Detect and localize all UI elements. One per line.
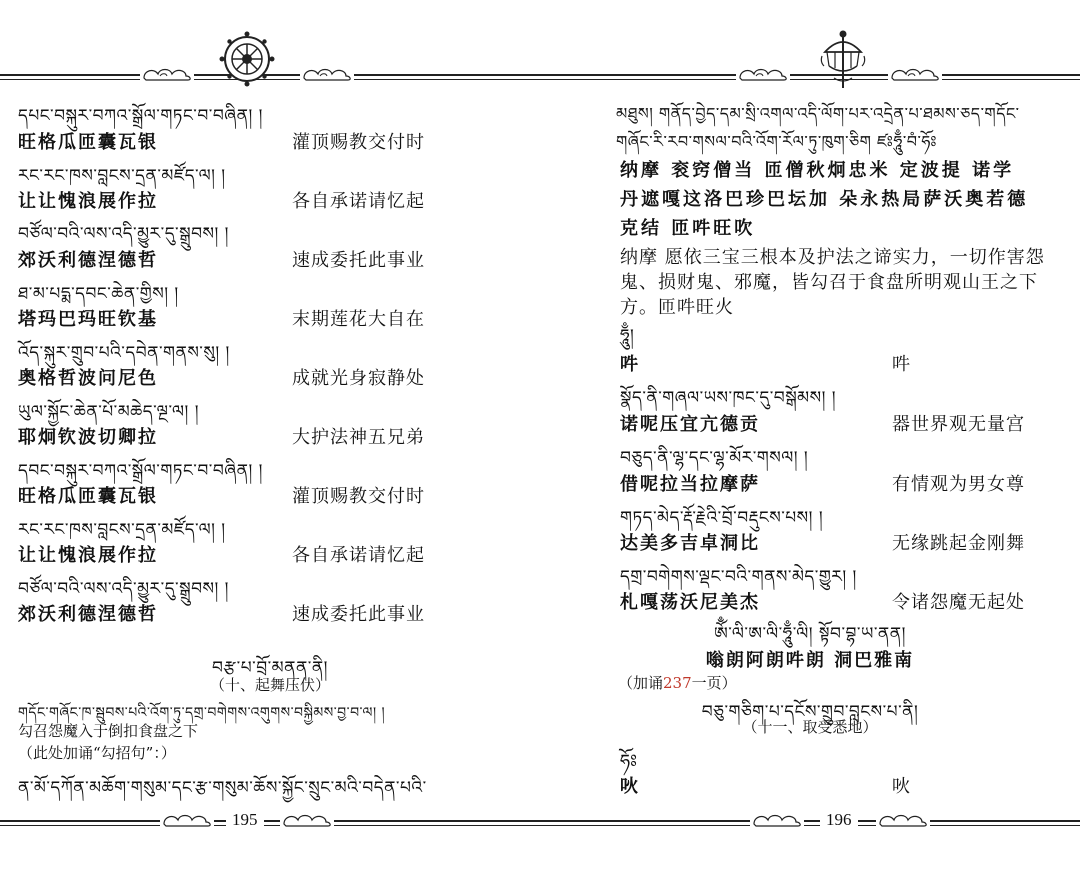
note-page-ref: 237 [663,674,692,692]
cloud-ornament [736,64,790,84]
section-heading-tibetan: བརྩ་པ་བྲོ་མནན་ནི། [212,658,328,678]
right-page [540,0,1080,890]
tibetan-prayer-line: ན་མོ་དཀོན་མཆོག་གསུམ་དང་རྩ་གསུམ་ཆོས་སྐྱོང་སྲུང་མའི་བདེན་པའི་ [18,778,427,798]
phonetic-line: 达美多吉卓洞比 [620,533,760,554]
tibetan-verse-line: ཐ་མ་པདྨ་དབང་ཆེན་གྱིས། ། [18,284,179,304]
tibetan-verse-line: བཙོལ་བའི་ལས་འདི་མྱུར་དུ་སྒྲུབས། ། [18,579,229,599]
instruction-tibetan: གདོང་གཞོང་ཁ་སྦུབས་པའི་འོག་ཏུ་དགྲ་བགེགས་འགུགས་བསྐྱིམས་བྱ་བ་ལ། ། [18,705,386,721]
note-suffix: 一页） [691,674,737,692]
phonetic-line: 吽 [620,354,640,375]
tibetan-verse-line: དཔང་བསྐུར་བཀའ་སྒྲོལ་གཏང་བ་བཞིན། ། [18,106,263,126]
instruction-text: 勾召怨魔入于倒扣食盘之下 [18,722,199,740]
tibetan-verse-line: བཙོལ་བའི་ལས་འདི་མྱུར་དུ་སྒྲུབས། ། [18,224,229,244]
translation-line: 鬼、损财鬼、邪魔，皆勾召于食盘所明观山王之下 [620,272,1038,293]
translation-line: 速成委托此事业 [292,250,425,271]
section-heading-tibetan: བཅུ་གཅིག་པ་དངོས་གྲུབ་བླངས་པ་ནི། [701,702,919,722]
tibetan-verse-line: རང་རང་ཁས་བླངས་དྲན་མཛོད་ལ། ། [18,520,226,540]
recitation-note [618,672,737,693]
phonetic-line: 让让愧浪展作拉 [18,191,158,212]
hum-syllable-tibetan: ཧཱུྃ། [620,326,635,346]
phonetic-line: 郊沃利德涅德哲 [18,250,158,271]
tibetan-verse-line: རང་རང་ཁས་བླངས་དྲན་མཛོད་ལ། ། [18,166,226,186]
phonetic-line: 纳摩 衮窍僧当 匝僧秋炯忠米 定波提 诺学 [620,160,1015,181]
phonetic-line: 塔玛巴玛旺钦基 [18,309,158,330]
phonetic-line: 奥格哲波问尼色 [18,368,158,389]
cloud-ornament [888,64,942,84]
tibetan-verse-line: གཏད་མེད་རྡོ་རྗེའི་བྲོ་བརྡུངས་པས། ། [620,508,824,528]
page-number: 196 [820,810,858,830]
phonetic-line: 借呢拉当拉摩萨 [620,474,760,495]
note-prefix: （加诵 [618,674,664,692]
tibetan-prayer-line: གཞོང་རི་རབ་གསལ་བའི་འོག་རོལ་ཏུ་ཁུག་ཅིག ཛཿཧཱུྃ་བཾ་ཧོཿ [616,132,937,151]
dharma-wheel-icon [218,30,276,92]
tibetan-verse-line: སྣོད་ནི་གཞལ་ཡས་ཁང་དུ་བསྒོམས། ། [620,388,837,408]
translation-line: 成就光身寂静处 [292,368,425,389]
phonetic-line: 札嘎荡沃尼美杰 [620,592,760,613]
mantra-phonetic: 嗡朗阿朗吽朗 洞巴雅南 [705,650,915,671]
hoh-syllable-tibetan: ཧོཿ [620,751,638,772]
header-rule [540,72,1080,84]
cloud-ornament [160,810,214,830]
phonetic-line: 克结 匝吽旺吹 [620,218,756,239]
footer-rule [540,818,1080,830]
cloud-ornament [750,810,804,830]
phonetic-line: 吙 [620,776,640,797]
translation-line: 灌顶赐教交付时 [292,132,425,153]
translation-line: 灌顶赐教交付时 [292,486,425,507]
translation-line: 末期莲花大自在 [292,309,425,330]
phonetic-line: 丹遮嘎这洛巴珍巴坛加 朵永热局萨沃奥若德 [620,189,1029,210]
translation-line: 吙 [892,776,911,797]
parasol-icon [820,26,866,96]
translation-line: 大护法神五兄弟 [292,427,425,448]
footer-rule [0,818,540,830]
translation-line: 器世界观无量宫 [892,414,1025,435]
phonetic-line: 耶炯钦波切卿拉 [18,427,158,448]
tibetan-verse-line: ཡུལ་སྐྱོང་ཆེན་པོ་མཆེད་ལྔ་ལ། ། [18,402,200,422]
tibetan-prayer-line: མཐུས། གནོད་བྱེད་དམ་སྲི་འགལ་འདི་ལོག་པར་འདྲེན་པ་ཐམས་ཅད་གདོང་ [616,104,1020,123]
phonetic-line: 让让愧浪展作拉 [18,545,158,566]
translation-line: 各自承诺请忆起 [292,545,425,566]
tibetan-verse-line: བཅུད་ནི་ལྷ་དང་ལྷ་མོར་གསལ། ། [620,448,809,468]
page-number: 195 [226,810,264,830]
phonetic-line: 旺格瓜匝囊瓦银 [18,486,158,507]
tibetan-verse-line: དབང་བསྐུར་བཀའ་སྒྲོལ་གཏང་བ་བཞིན། ། [18,461,263,481]
instruction-note: （此处加诵“勾招句”：） [18,744,176,762]
translation-line: 速成委托此事业 [292,604,425,625]
phonetic-line: 旺格瓜匝囊瓦银 [18,132,158,153]
cloud-ornament [280,810,334,830]
translation-line: 方。匝吽旺火 [620,297,734,318]
section-heading: （十一、取受悉地） [742,718,878,736]
translation-line: 无缘跳起金刚舞 [892,533,1025,554]
tibetan-verse-line: དགྲ་བགེགས་ལྡང་བའི་གནས་མེད་གྱུར། ། [620,567,857,587]
phonetic-line: 郊沃利德涅德哲 [18,604,158,625]
translation-line: 纳摩 愿依三宝三根本及护法之谛实力，一切作害怨 [620,247,1045,268]
tibetan-verse-line: འོད་སྐུར་གྲུབ་པའི་དབེན་གནས་སུ། ། [18,343,230,363]
cloud-ornament [300,64,354,84]
mantra-tibetan: ཨོྃ་ལི་ཨ་ལི་ཧཱུྃ་ལི། སྟོབ་བྷ་ཡ་ནན། [714,624,906,644]
section-heading: （十、起舞压伏） [209,676,330,694]
cloud-ornament [876,810,930,830]
translation-line: 各自承诺请忆起 [292,191,425,212]
translation-line: 有情观为男女尊 [892,474,1025,495]
translation-line: 吽 [892,354,911,375]
cloud-ornament [140,64,194,84]
translation-line: 令诸怨魔无起处 [892,592,1025,613]
phonetic-line: 诺呢压宜亢德贡 [620,414,760,435]
